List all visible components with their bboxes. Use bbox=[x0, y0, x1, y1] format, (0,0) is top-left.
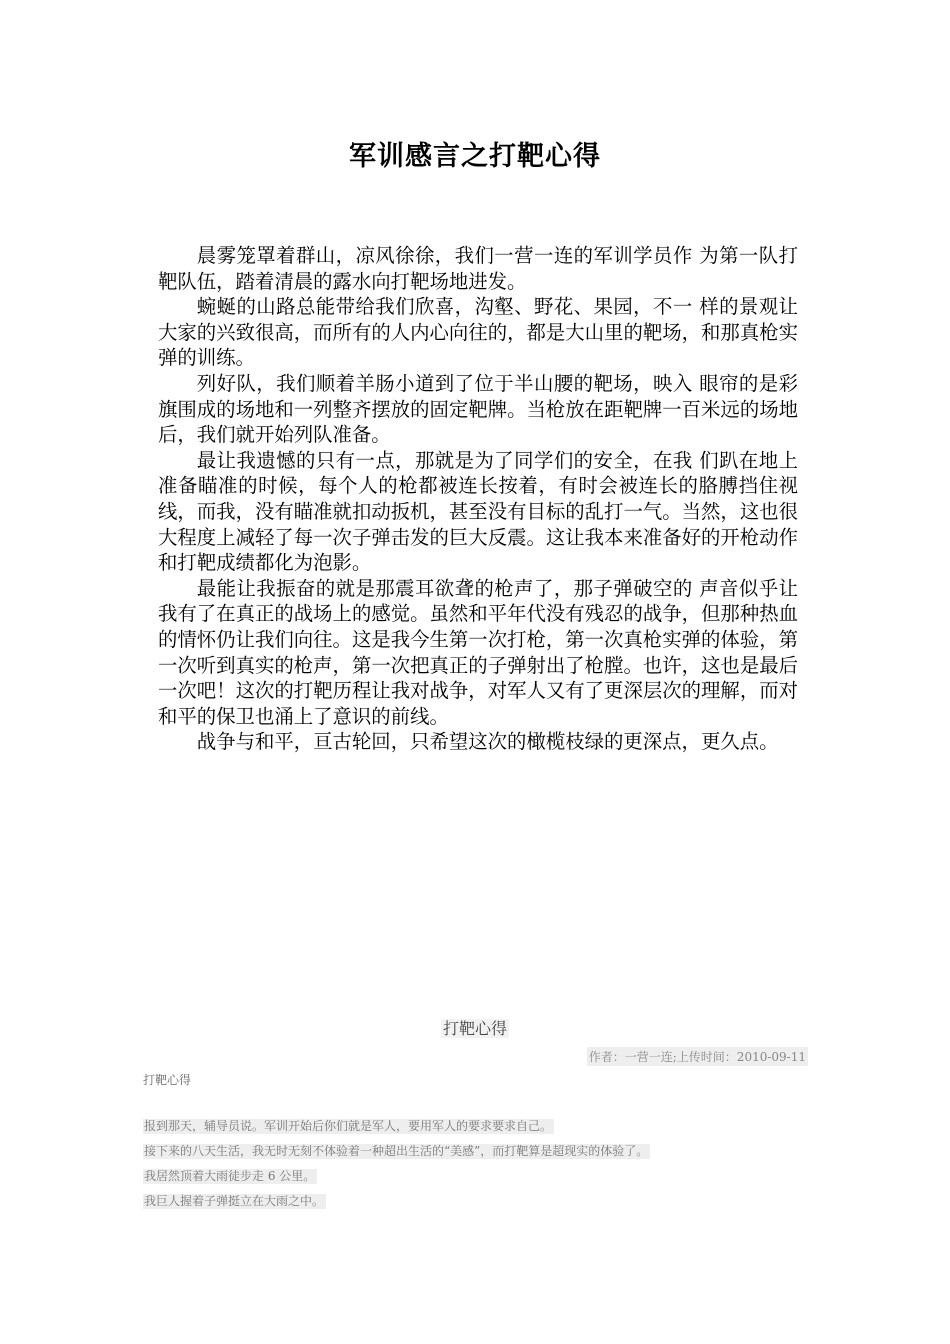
body-paragraph: 晨雾笼罩着群山，凉风徐徐，我们一营一连的军训学员作 为第一队打靶队伍，踏着清晨的露水向打靶场地进发。 bbox=[158, 244, 798, 293]
article-heading: 打靶心得 bbox=[143, 1073, 192, 1087]
document-title: 军训感言之打靶心得 bbox=[349, 141, 601, 172]
article-meta: 作者：一营一连;上传时间：2010-09-11 bbox=[587, 1047, 808, 1066]
document-body bbox=[158, 243, 798, 755]
article-line-text: 我居然顶着大雨徒步走 6 公里。 bbox=[144, 1169, 316, 1183]
article-line bbox=[143, 1143, 650, 1168]
article-line-text: 接下来的八天生活，我无时无刻不体验着一种超出生活的“美感”，而打靶算是超现实的体验了。 bbox=[144, 1144, 649, 1158]
body-paragraph: 最让我遗憾的只有一点，那就是为了同学们的安全，在我 们趴在地上准备瞄准的时候，每个人的枪都被连长按着，有时会被连长的胳膊挡住视线，而我，没有瞄准就扣动扳机，甚至没有目标的乱打一气。当然，这也很大程度上减轻了每一次子弹击发的巨大反震。这让我本来准备好的开枪动作和打靶成绩都化为泡影。 bbox=[158, 448, 798, 575]
body-paragraph: 最能让我振奋的就是那震耳欲聋的枪声了，那子弹破空的 声音似乎让我有了在真正的战场上的感觉。虽然和平年代没有残忍的战争，但那种热血的情怀仍让我们向往。这是我今生第一次打枪，第一次真枪实弹的体验，第一次听到真实的枪声，第一次把真正的子弹射出了枪膛。也许，这也是最后一次吧！这次的打靶历程让我对战争，对军人又有了更深层次的理解，而对和平的保卫也涌上了意识的前线。 bbox=[158, 576, 798, 728]
article-lines bbox=[143, 1118, 650, 1218]
article-title-text: 打靶心得 bbox=[442, 1019, 507, 1038]
article-line bbox=[143, 1118, 650, 1143]
article-line bbox=[143, 1193, 650, 1218]
article-title bbox=[0, 1016, 950, 1039]
body-paragraph: 列好队，我们顺着羊肠小道到了位于半山腰的靶场，映入 眼帘的是彩旗围成的场地和一列整齐摆放的固定靶牌。当枪放在距靶牌一百米远的场地后，我们就开始列队准备。 bbox=[158, 371, 798, 447]
body-paragraph: 战争与和平，亘古轮回，只希望这次的橄榄枝绿的更深点，更久点。 bbox=[196, 730, 779, 754]
article-line-text: 报到那天，辅导员说。军训开始后你们就是军人，要用军人的要求要求自己。 bbox=[144, 1119, 553, 1133]
body-paragraph: 蜿蜒的山路总能带给我们欣喜，沟壑、野花、果园，不一 样的景观让大家的兴致很高，而所有的人内心向往的，都是大山里的靶场，和那真枪实弹的训练。 bbox=[158, 295, 798, 370]
article-line bbox=[143, 1168, 650, 1193]
article-line-text: 我巨人握着子弹挺立在大雨之中。 bbox=[144, 1194, 325, 1208]
